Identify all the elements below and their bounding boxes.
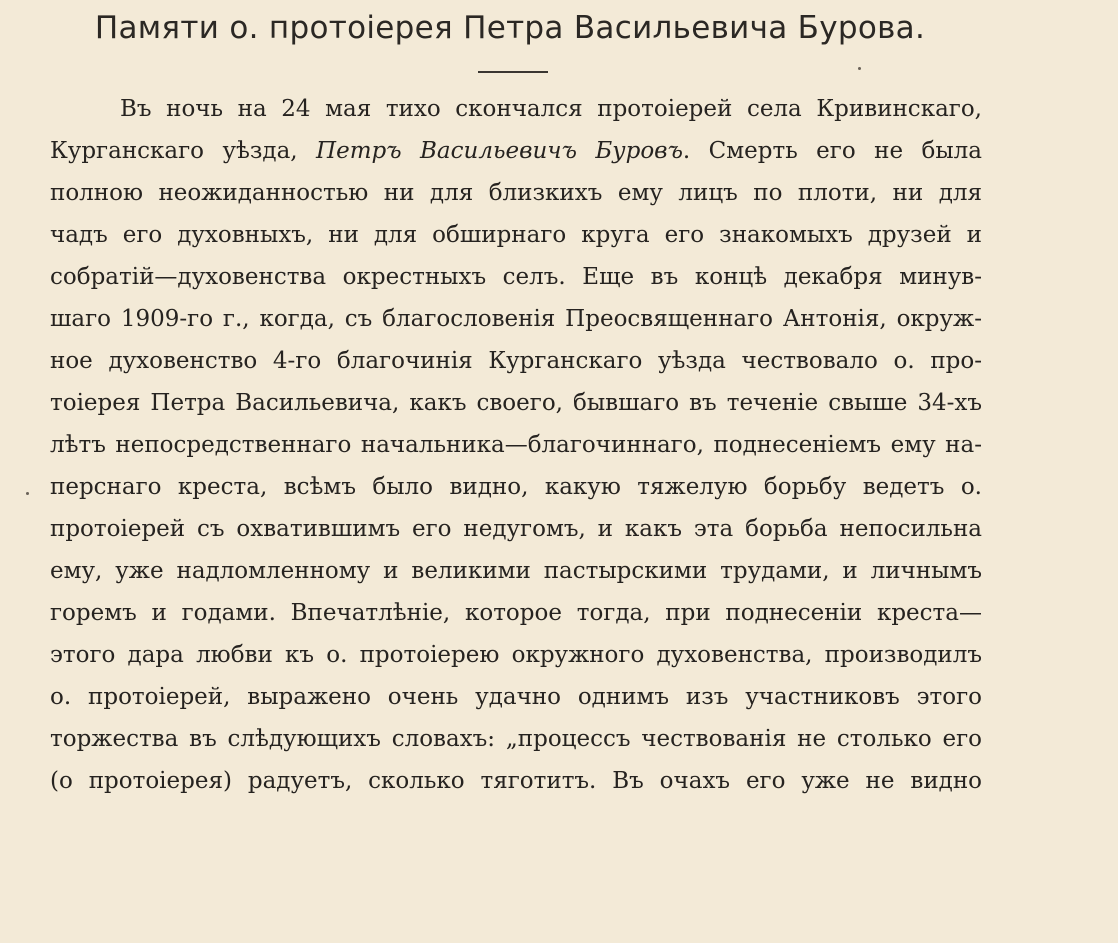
text-line: чадъ его духовныхъ, ни для обширнаго круга его знакомыхъ друзей и <box>50 222 982 248</box>
obituary-text <box>50 88 982 802</box>
text-line: перснаго креста, всѣмъ было видно, какую тяжелую борьбу ведетъ о. <box>50 474 982 500</box>
text-fragment: Курганскаго уѣзда, <box>50 138 317 164</box>
text-line: Въ ночь на 24 мая тихо скончался протоіерей села Кривинскаго, <box>120 96 982 122</box>
text-line: шаго 1909-го г., когда, съ благословенія Преосвященнаго Антонія, окруж- <box>50 306 982 332</box>
margin-speck <box>858 67 861 70</box>
page-title: Памяти о. протоіерея Петра Васильевича Бурова. <box>94 10 926 46</box>
text-line: ему, уже надломленному и великими пастырскими трудами, и личнымъ <box>50 558 982 584</box>
text-line: собратій—духовенства окрестныхъ селъ. Еще въ концѣ декабря минув- <box>50 264 982 290</box>
text-line: протоіерей съ охватившимъ его недугомъ, и какъ эта борьба непосильна <box>50 516 982 542</box>
text-line: полною неожиданностью ни для близкихъ ему лицъ по плоти, ни для <box>50 180 982 206</box>
text-line: тоіерея Петра Васильевича, какъ своего, бывшаго въ теченіе свыше 34-хъ <box>50 390 982 416</box>
margin-speck <box>26 492 29 495</box>
text-line: ное духовенство 4-го благочинія Курганскаго уѣзда чествовало о. про- <box>50 348 982 374</box>
italic-name: Петръ Васильевичъ Буровъ <box>316 138 683 164</box>
text-fragment: . Смерть его не была <box>682 138 982 164</box>
text-line: о. протоіерей, выражено очень удачно однимъ изъ участниковъ этого <box>50 684 982 710</box>
text-line <box>50 130 982 172</box>
text-line: (о протоіерея) радуетъ, сколько тяготитъ. Въ очахъ его уже не видно <box>50 768 982 794</box>
text-line: торжества въ слѣдующихъ словахъ: „процессъ чествованія не столько его <box>50 726 982 752</box>
text-line: горемъ и годами. Впечатлѣніе, которое тогда, при поднесеніи креста— <box>50 600 982 626</box>
text-line: этого дара любви къ о. протоіерею окружного духовенства, производилъ <box>50 642 982 668</box>
text-line: лѣтъ непосредственнаго начальника—благочиннаго, поднесеніемъ ему на- <box>50 432 982 458</box>
title-divider-rule <box>478 71 548 73</box>
